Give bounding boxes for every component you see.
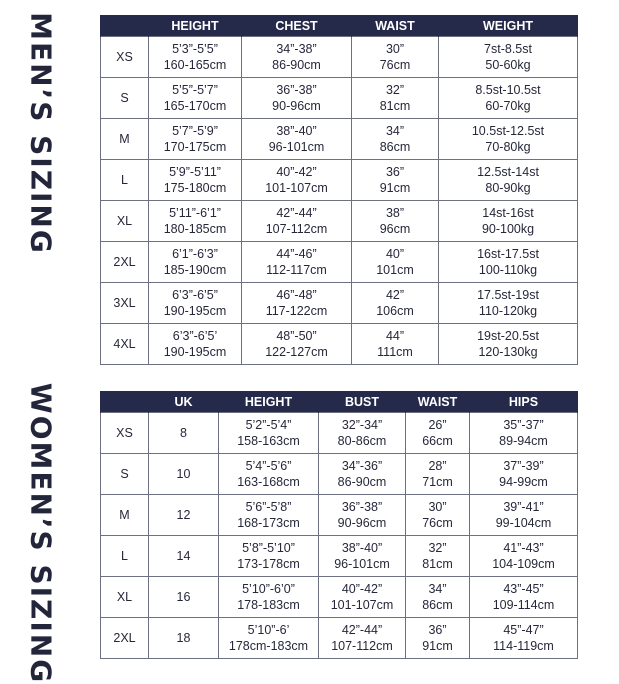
womens-header-size — [101, 391, 149, 413]
womens-bust-line: 80-86cm — [337, 434, 387, 448]
womens-waist-line: 86cm — [422, 598, 453, 612]
womens-uk-cell: 18 — [149, 618, 219, 659]
mens-waist-line: 81cm — [379, 99, 411, 113]
mens-height-cell — [149, 119, 242, 160]
womens-header-height: HEIGHT — [219, 391, 319, 413]
womens-bust-cell — [319, 454, 406, 495]
mens-chest-cell — [242, 78, 352, 119]
mens-chest-line: 38”-40” — [276, 124, 317, 138]
mens-weight-cell — [439, 242, 578, 283]
womens-bust-cell — [319, 413, 406, 454]
womens-waist-line: 26” — [428, 418, 447, 432]
womens-height-line: 178-183cm — [237, 598, 300, 612]
mens-height-line: 190-195cm — [163, 304, 227, 318]
mens-weight-line: 14st-16st — [482, 206, 534, 220]
womens-uk-cell: 8 — [149, 413, 219, 454]
mens-height-cell — [149, 201, 242, 242]
womens-bust-line: 40”-42” — [341, 582, 383, 596]
mens-waist-line: 30” — [385, 42, 405, 56]
womens-header-hips: HIPS — [470, 391, 578, 413]
womens-table-header-row — [101, 391, 578, 413]
mens-size-cell: 4XL — [101, 324, 149, 365]
womens-height-line: 163-168cm — [237, 475, 300, 489]
womens-waist-line: 91cm — [422, 639, 453, 653]
mens-weight-line: 120-130kg — [478, 345, 538, 359]
mens-weight-line: 8.5st-10.5st — [475, 83, 541, 97]
mens-height-line: 6’3”-6’5’ — [172, 329, 218, 343]
mens-height-line: 6’1”-6’3” — [172, 247, 218, 261]
mens-chest-line: 44”-46” — [276, 247, 317, 261]
mens-height-line: 5’3”-5’5” — [172, 42, 218, 56]
womens-bust-line: 36”-38” — [341, 500, 383, 514]
womens-hips-line: 109-114cm — [492, 598, 555, 612]
mens-size-cell: XL — [101, 201, 149, 242]
mens-height-line: 160-165cm — [163, 58, 227, 72]
mens-waist-line: 40” — [385, 247, 405, 261]
womens-height-cell — [219, 454, 319, 495]
womens-bust-line: 96-101cm — [334, 557, 390, 571]
womens-height-line: 5’10”-6’0” — [242, 582, 295, 596]
womens-height-line: 168-173cm — [237, 516, 300, 530]
womens-hips-line: 89-94cm — [499, 434, 548, 448]
mens-weight-cell — [439, 119, 578, 160]
mens-weight-line: 19st-20.5st — [477, 329, 539, 343]
womens-hips-cell — [470, 495, 578, 536]
mens-chest-line: 34”-38” — [276, 42, 317, 56]
mens-weight-line: 80-90kg — [485, 181, 531, 195]
womens-waist-line: 32” — [428, 541, 447, 555]
womens-hips-line: 39”-41” — [503, 500, 544, 514]
mens-waist-line: 106cm — [376, 304, 414, 318]
mens-chest-line: 122-127cm — [265, 345, 328, 359]
mens-height-line: 190-195cm — [163, 345, 227, 359]
mens-chest-cell — [242, 324, 352, 365]
womens-hips-line: 94-99cm — [499, 475, 548, 489]
womens-height-line: 5’4”-5’6” — [245, 459, 292, 473]
mens-header-weight: WEIGHT — [439, 15, 578, 37]
mens-waist-cell — [352, 37, 439, 78]
mens-height-line: 165-170cm — [163, 99, 227, 113]
womens-height-cell — [219, 495, 319, 536]
mens-waist-line: 96cm — [379, 222, 411, 236]
womens-hips-line: 35”-37” — [503, 418, 544, 432]
womens-size-cell: L — [101, 536, 149, 577]
table-row — [101, 201, 578, 242]
table-row — [101, 618, 578, 659]
mens-height-cell — [149, 283, 242, 324]
mens-chest-line: 90-96cm — [272, 99, 321, 113]
mens-weight-line: 10.5st-12.5st — [471, 124, 545, 138]
mens-height-line: 180-185cm — [163, 222, 227, 236]
mens-chest-line: 112-117cm — [266, 263, 327, 277]
womens-bust-line: 101-107cm — [330, 598, 394, 612]
mens-weight-line: 12.5st-14st — [477, 165, 539, 179]
womens-hips-line: 104-109cm — [492, 557, 555, 571]
table-row — [101, 495, 578, 536]
mens-size-table — [100, 15, 578, 365]
womens-bust-cell — [319, 577, 406, 618]
mens-size-cell: M — [101, 119, 149, 160]
mens-height-line: 5’11”-6’1” — [169, 206, 221, 220]
mens-header-waist: WAIST — [352, 15, 439, 37]
womens-sizing-title: WOMEN’S SIZING — [24, 382, 58, 684]
mens-height-line: 6’3”-6’5” — [172, 288, 218, 302]
womens-waist-cell — [406, 495, 470, 536]
womens-height-line: 5’2”-5’4” — [245, 418, 292, 432]
table-row — [101, 242, 578, 283]
mens-waist-cell — [352, 201, 439, 242]
mens-size-cell: L — [101, 160, 149, 201]
womens-header-uk: UK — [149, 391, 219, 413]
womens-height-line: 5’10”-6’ — [247, 623, 290, 637]
womens-size-cell: XL — [101, 577, 149, 618]
table-row — [101, 454, 578, 495]
mens-chest-cell — [242, 119, 352, 160]
womens-hips-line: 114-119cm — [493, 639, 554, 653]
womens-waist-line: 66cm — [422, 434, 453, 448]
womens-size-cell: XS — [101, 413, 149, 454]
womens-height-cell — [219, 413, 319, 454]
mens-waist-cell — [352, 283, 439, 324]
womens-bust-line: 90-96cm — [337, 516, 387, 530]
mens-size-cell: S — [101, 78, 149, 119]
womens-hips-line: 41”-43” — [503, 541, 544, 555]
womens-bust-cell — [319, 618, 406, 659]
womens-waist-line: 36” — [428, 623, 447, 637]
mens-height-line: 170-175cm — [163, 140, 227, 154]
womens-hips-cell — [470, 536, 578, 577]
womens-waist-line: 76cm — [422, 516, 453, 530]
mens-waist-line: 86cm — [379, 140, 411, 154]
womens-bust-line: 107-112cm — [331, 639, 393, 653]
womens-uk-cell: 10 — [149, 454, 219, 495]
mens-weight-cell — [439, 78, 578, 119]
womens-waist-line: 28” — [428, 459, 447, 473]
mens-weight-line: 70-80kg — [485, 140, 531, 154]
mens-header-height: HEIGHT — [149, 15, 242, 37]
mens-waist-line: 111cm — [377, 345, 413, 359]
womens-size-table — [100, 391, 578, 659]
womens-uk-cell: 12 — [149, 495, 219, 536]
mens-height-cell — [149, 37, 242, 78]
mens-weight-line: 7st-8.5st — [484, 42, 532, 56]
womens-uk-cell: 14 — [149, 536, 219, 577]
mens-weight-cell — [439, 324, 578, 365]
mens-waist-cell — [352, 119, 439, 160]
mens-weight-cell — [439, 37, 578, 78]
mens-height-line: 175-180cm — [163, 181, 227, 195]
womens-hips-line: 45”-47” — [503, 623, 544, 637]
mens-size-cell: 3XL — [101, 283, 149, 324]
womens-waist-cell — [406, 577, 470, 618]
mens-height-cell — [149, 324, 242, 365]
mens-waist-cell — [352, 242, 439, 283]
mens-chest-line: 40”-42” — [276, 165, 317, 179]
mens-waist-cell — [352, 78, 439, 119]
mens-size-cell: 2XL — [101, 242, 149, 283]
womens-bust-cell — [319, 495, 406, 536]
womens-bust-cell — [319, 536, 406, 577]
womens-height-cell — [219, 536, 319, 577]
womens-bust-line: 86-90cm — [337, 475, 387, 489]
womens-bust-line: 38”-40” — [341, 541, 383, 555]
mens-size-cell: XS — [101, 37, 149, 78]
mens-waist-line: 91cm — [379, 181, 411, 195]
womens-size-cell: S — [101, 454, 149, 495]
mens-waist-line: 34” — [385, 124, 405, 138]
table-row — [101, 324, 578, 365]
mens-weight-cell — [439, 201, 578, 242]
mens-height-line: 5’5”-5’7” — [172, 83, 218, 97]
womens-bust-line: 42”-44” — [341, 623, 383, 637]
womens-waist-cell — [406, 413, 470, 454]
womens-hips-line: 99-104cm — [495, 516, 552, 530]
womens-hips-cell — [470, 577, 578, 618]
mens-weight-cell — [439, 283, 578, 324]
mens-chest-line: 86-90cm — [272, 58, 321, 72]
womens-header-bust: BUST — [319, 391, 406, 413]
mens-waist-cell — [352, 324, 439, 365]
womens-waist-line: 81cm — [422, 557, 453, 571]
table-row — [101, 413, 578, 454]
mens-weight-line: 50-60kg — [485, 58, 531, 72]
mens-waist-line: 36” — [385, 165, 405, 179]
womens-hips-cell — [470, 454, 578, 495]
table-row — [101, 160, 578, 201]
womens-height-line: 158-163cm — [237, 434, 300, 448]
mens-weight-cell — [439, 160, 578, 201]
table-row — [101, 577, 578, 618]
table-row — [101, 119, 578, 160]
womens-hips-cell — [470, 413, 578, 454]
mens-height-line: 5’9”-5’11” — [169, 165, 221, 179]
womens-uk-cell: 16 — [149, 577, 219, 618]
womens-height-cell — [219, 577, 319, 618]
mens-weight-line: 110-120kg — [478, 304, 538, 318]
womens-hips-line: 37”-39” — [503, 459, 544, 473]
womens-waist-cell — [406, 454, 470, 495]
mens-chest-line: 48”-50” — [276, 329, 317, 343]
mens-chest-cell — [242, 242, 352, 283]
mens-chest-line: 96-101cm — [268, 140, 325, 154]
womens-waist-line: 71cm — [422, 475, 453, 489]
womens-height-line: 5’8”-5’10” — [242, 541, 295, 555]
mens-chest-line: 36”-38” — [276, 83, 317, 97]
mens-chest-line: 101-107cm — [265, 181, 328, 195]
table-row — [101, 78, 578, 119]
mens-waist-line: 38” — [385, 206, 405, 220]
mens-waist-line: 32” — [385, 83, 405, 97]
mens-chest-cell — [242, 201, 352, 242]
womens-hips-cell — [470, 618, 578, 659]
mens-weight-line: 16st-17.5st — [477, 247, 539, 261]
womens-height-line: 5’6”-5’8” — [245, 500, 292, 514]
womens-height-line: 173-178cm — [237, 557, 300, 571]
mens-height-cell — [149, 242, 242, 283]
mens-chest-cell — [242, 37, 352, 78]
mens-height-line: 5’7”-5’9” — [172, 124, 218, 138]
table-row — [101, 536, 578, 577]
mens-header-chest: CHEST — [242, 15, 352, 37]
mens-height-cell — [149, 78, 242, 119]
womens-hips-line: 43”-45” — [503, 582, 544, 596]
mens-chest-cell — [242, 160, 352, 201]
mens-chest-line: 42”-44” — [276, 206, 317, 220]
mens-chest-line: 117-122cm — [265, 304, 328, 318]
mens-weight-line: 100-110kg — [478, 263, 538, 277]
mens-height-line: 185-190cm — [163, 263, 227, 277]
womens-height-cell — [219, 618, 319, 659]
womens-waist-cell — [406, 618, 470, 659]
womens-size-cell: 2XL — [101, 618, 149, 659]
womens-size-cell: M — [101, 495, 149, 536]
mens-chest-cell — [242, 283, 352, 324]
mens-weight-line: 60-70kg — [485, 99, 531, 113]
womens-height-line: 178cm-183cm — [228, 639, 309, 653]
table-row — [101, 283, 578, 324]
mens-height-cell — [149, 160, 242, 201]
mens-waist-cell — [352, 160, 439, 201]
table-row — [101, 37, 578, 78]
mens-chest-line: 107-112cm — [265, 222, 328, 236]
mens-weight-line: 90-100kg — [481, 222, 535, 236]
womens-bust-line: 32”-34” — [341, 418, 383, 432]
womens-waist-line: 34” — [428, 582, 447, 596]
womens-header-waist: WAIST — [406, 391, 470, 413]
mens-table-header-row — [101, 15, 578, 37]
womens-waist-line: 30” — [428, 500, 447, 514]
mens-waist-line: 44” — [385, 329, 405, 343]
mens-sizing-title: MEN’S SIZING — [24, 12, 58, 255]
mens-header-size — [101, 15, 149, 37]
mens-waist-line: 42” — [385, 288, 405, 302]
mens-waist-line: 76cm — [379, 58, 411, 72]
mens-waist-line: 101cm — [376, 263, 414, 277]
mens-weight-line: 17.5st-19st — [477, 288, 539, 302]
womens-waist-cell — [406, 536, 470, 577]
womens-bust-line: 34”-36” — [341, 459, 383, 473]
mens-chest-line: 46”-48” — [276, 288, 317, 302]
